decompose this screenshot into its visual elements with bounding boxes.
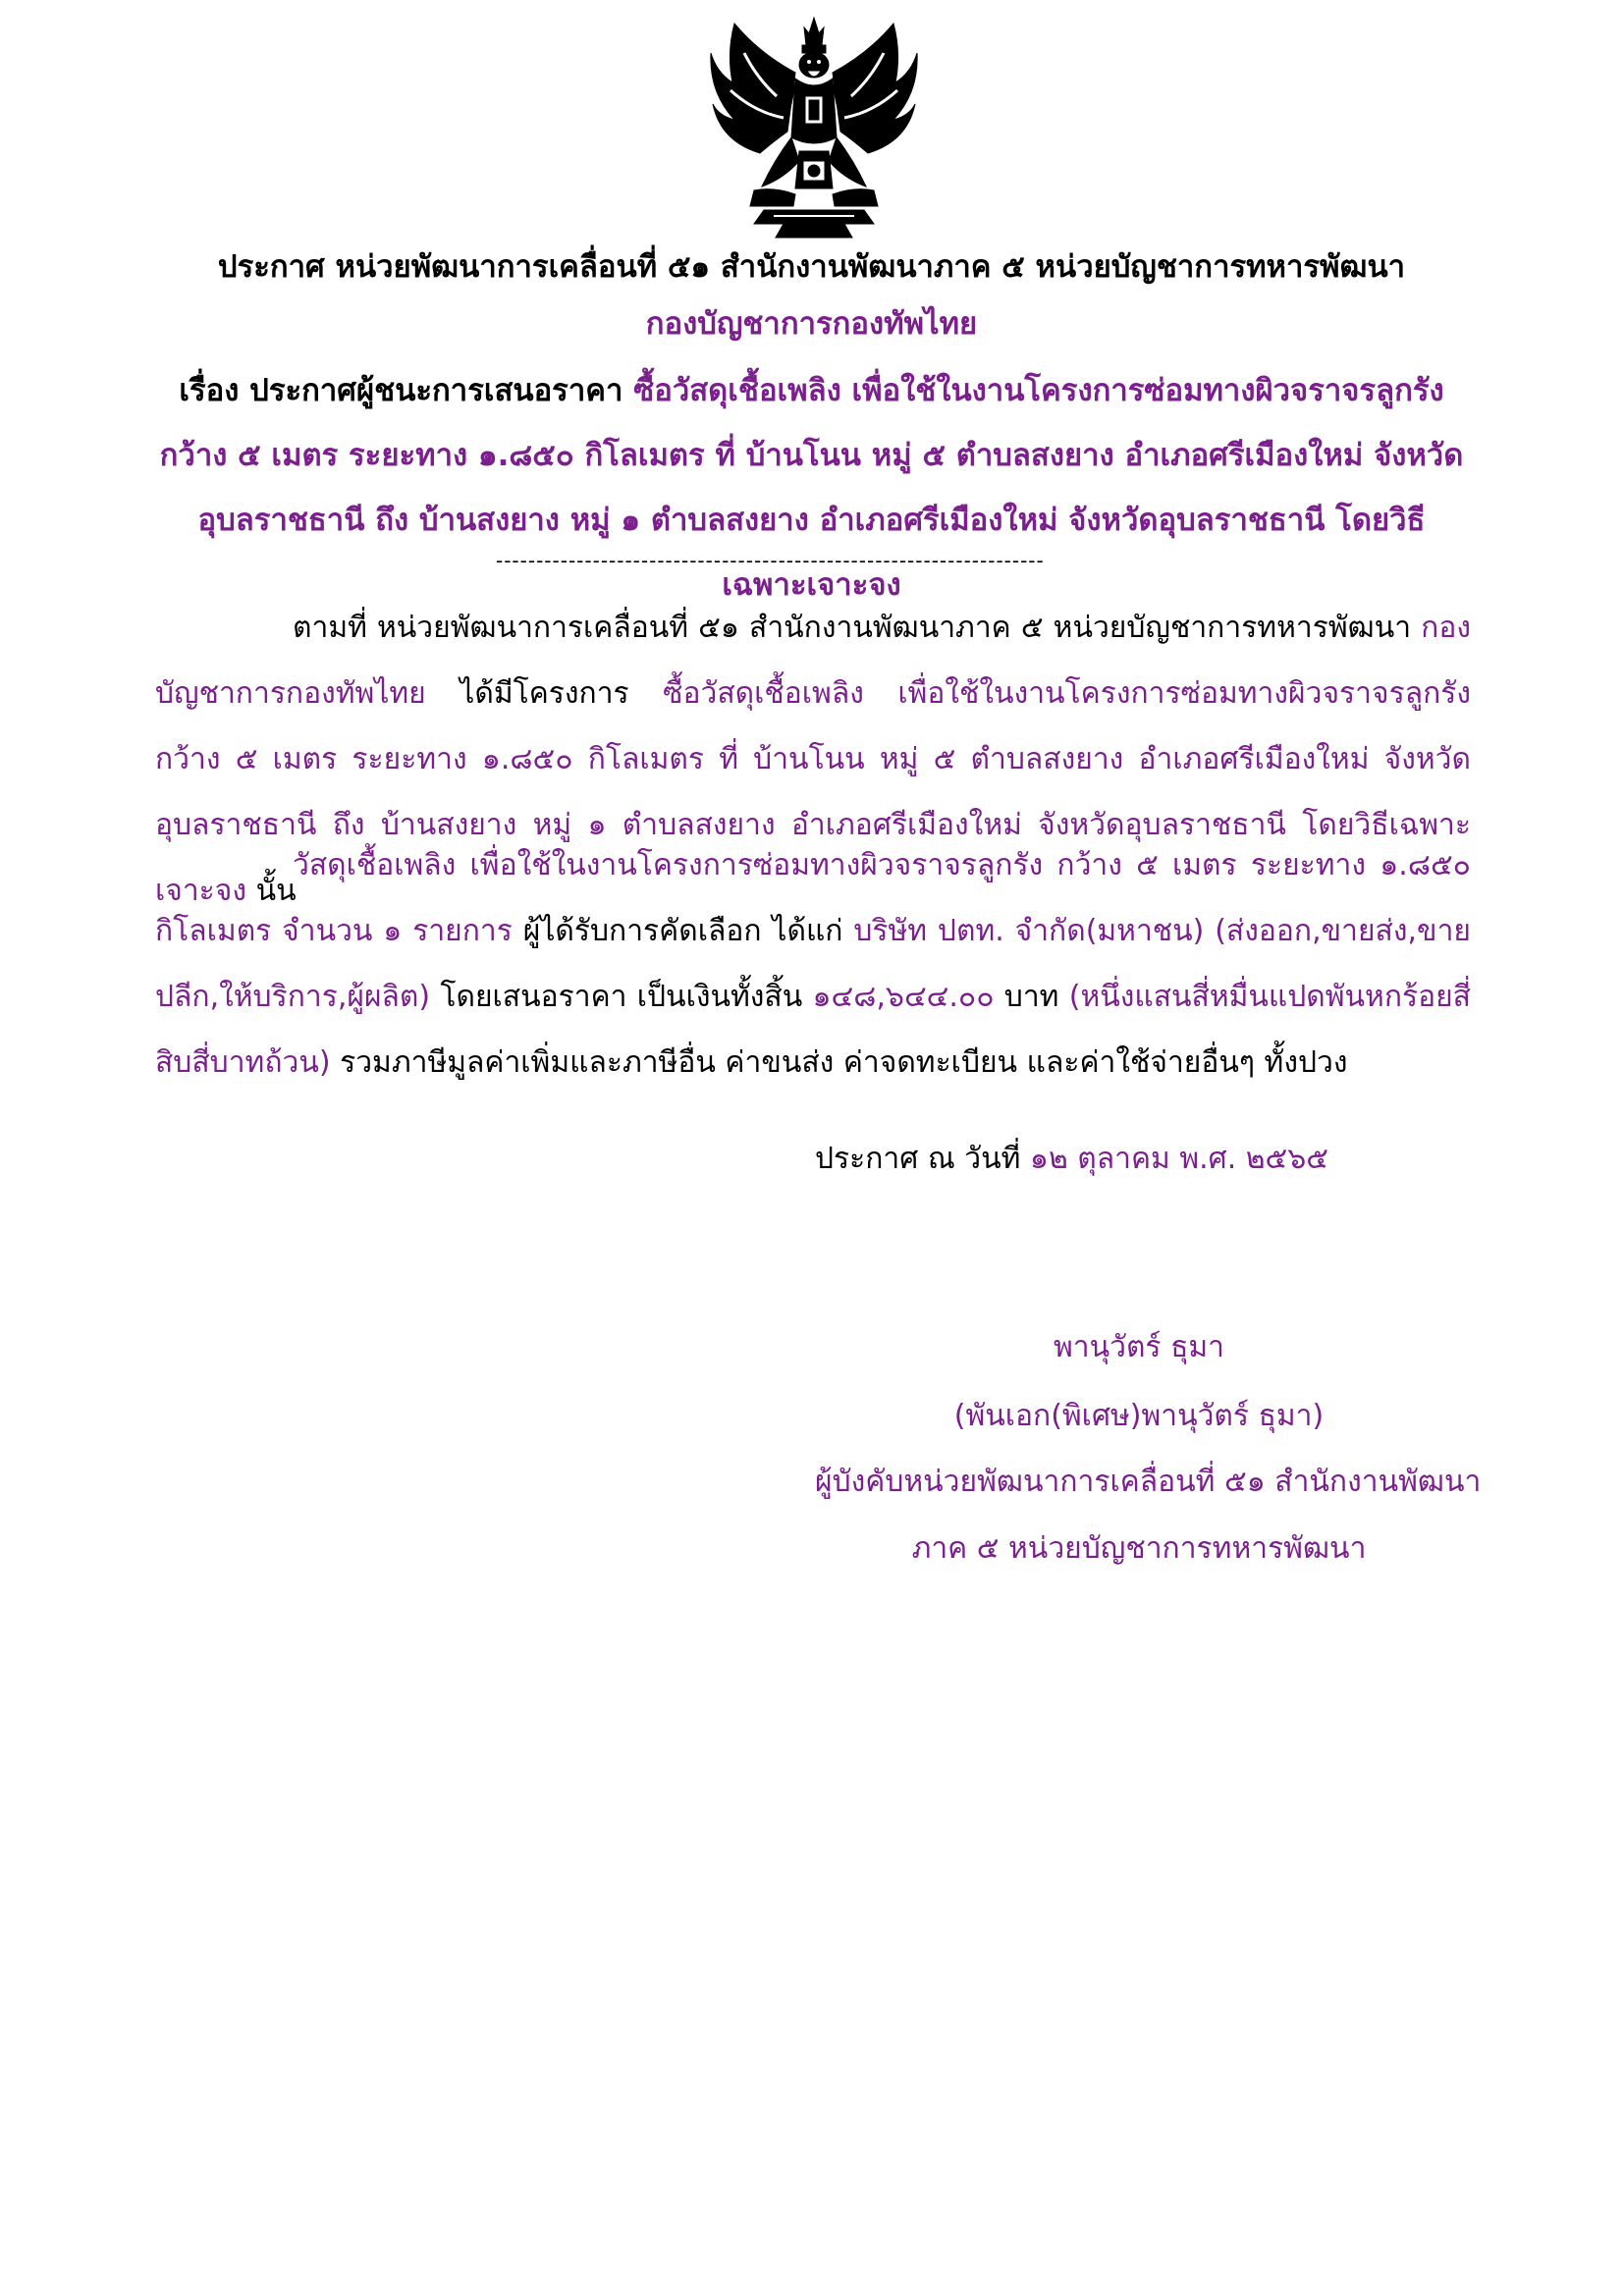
signatory-position-line2: ภาค ๕ หน่วยบัญชาการทหารพัฒนา: [911, 1531, 1367, 1566]
signature-name: พานุวัตร์ ธุมา: [1053, 1330, 1225, 1364]
paragraph2-tail: รวมภาษีมูลค่าเพิ่มและภาษีอื่น ค่าขนส่ง ค่าจดทะเบียน และค่าใช้จ่ายอื่นๆ ทั้งปวง: [330, 1045, 1348, 1080]
date-label: ประกาศ ณ วันที่: [815, 1142, 1030, 1176]
paragraph1-agency: กองบัญชาการกองทัพไทย: [155, 611, 1471, 711]
garuda-emblem-icon: [705, 14, 923, 240]
paragraph-winner: [155, 832, 1471, 1095]
announcement-heading: ประกาศ หน่วยพัฒนาการเคลื่อนที่ ๕๑ สำนักงานพัฒนาภาค ๕ หน่วยบัญชาการทหารพัฒนา: [217, 249, 1406, 285]
subject-text: ซื้อวัสดุเชื้อเพลิง เพื่อใช้ในงานโครงการซ่อมทางผิวจราจรลูกรัง กว้าง ๕ เมตร ระยะทาง ๑.๘๕๐ กิโลเมตร ที่ บ้านโนน หมู่ ๕ ตำบลสงยาง อำเภอศรีเมืองใหม่ จังหวัดอุบลราชธานี ถึง บ้านสงยาง หมู่ ๑ ตำบลสงยาง อำเภอศรีเมืองใหม่ จังหวัดอุบลราชธานี โดยวิธีเฉพาะเจาะจง: [159, 373, 1464, 603]
paragraph2-item: วัสดุเชื้อเพลิง เพื่อใช้ในงานโครงการซ่อมทางผิวจราจรลูกรัง กว้าง ๕ เมตร ระยะทาง ๑.๘๕๐ กิโลเมตร จำนวน ๑ รายการ: [155, 848, 1471, 948]
date-value: ๑๒ ตุลาคม พ.ศ. ๒๕๖๕: [1029, 1142, 1329, 1176]
divider-line: --------------------------------------------------------------------: [496, 549, 1045, 572]
paragraph2-selected-label: ผู้ได้รับการคัดเลือก ได้แก่: [512, 914, 854, 948]
paragraph2-price-label: โดยเสนอราคา เป็นเงินทั้งสิ้น: [430, 980, 813, 1014]
signatory-position-line1: ผู้บังคับหน่วยพัฒนาการเคลื่อนที่ ๕๑ สำนักงานพัฒนา: [815, 1465, 1482, 1499]
paragraph1-intro: ตามที่ หน่วยพัฒนาการเคลื่อนที่ ๕๑ สำนักงานพัฒนาภาค ๕ หน่วยบัญชาการทหารพัฒนา: [293, 611, 1422, 645]
agency-heading: กองบัญชาการกองทัพไทย: [645, 306, 978, 342]
paragraph1-project: ซื้อวัสดุเชื้อเพลิง เพื่อใช้ในงานโครงการซ่อมทางผิวจราจรลูกรัง กว้าง ๕ เมตร ระยะทาง ๑.๘๕๐ กิโลเมตร ที่ บ้านโนน หมู่ ๕ ตำบลสงยาง อำเภอศรีเมืองใหม่ จังหวัดอุบลราชธานี ถึง บ้านสงยาง หมู่ ๑ ตำบลสงยาง อำเภอศรีเมืองใหม่ จังหวัดอุบลราชธานี โดยวิธีเฉพาะเจาะจง: [155, 676, 1471, 908]
paragraph1-middle: ได้มีโครงการ: [425, 676, 664, 711]
announcement-subject: [157, 358, 1466, 617]
signatory-full-name: (พันเอก(พิเศษ)พานุวัตร์ ธุมา): [953, 1399, 1325, 1433]
announcement-date: [815, 1135, 1328, 1184]
paragraph1-end: นั้น: [246, 874, 297, 908]
paragraph2-price: ๑๔๘,๖๔๔.๐๐: [812, 980, 995, 1014]
paragraph2-currency: บาท: [994, 980, 1069, 1014]
subject-prefix: เรื่อง ประกาศผู้ชนะการเสนอราคา: [179, 373, 634, 408]
paragraph2-price-words: (หนึ่งแสนสี่หมื่นแปดพันหกร้อยสี่สิบสี่บาทถ้วน): [155, 980, 1471, 1080]
paragraph2-vendor: บริษัท ปตท. จำกัด(มหาชน) (ส่งออก,ขายส่ง,ขายปลีก,ให้บริการ,ผู้ผลิต): [155, 914, 1471, 1014]
